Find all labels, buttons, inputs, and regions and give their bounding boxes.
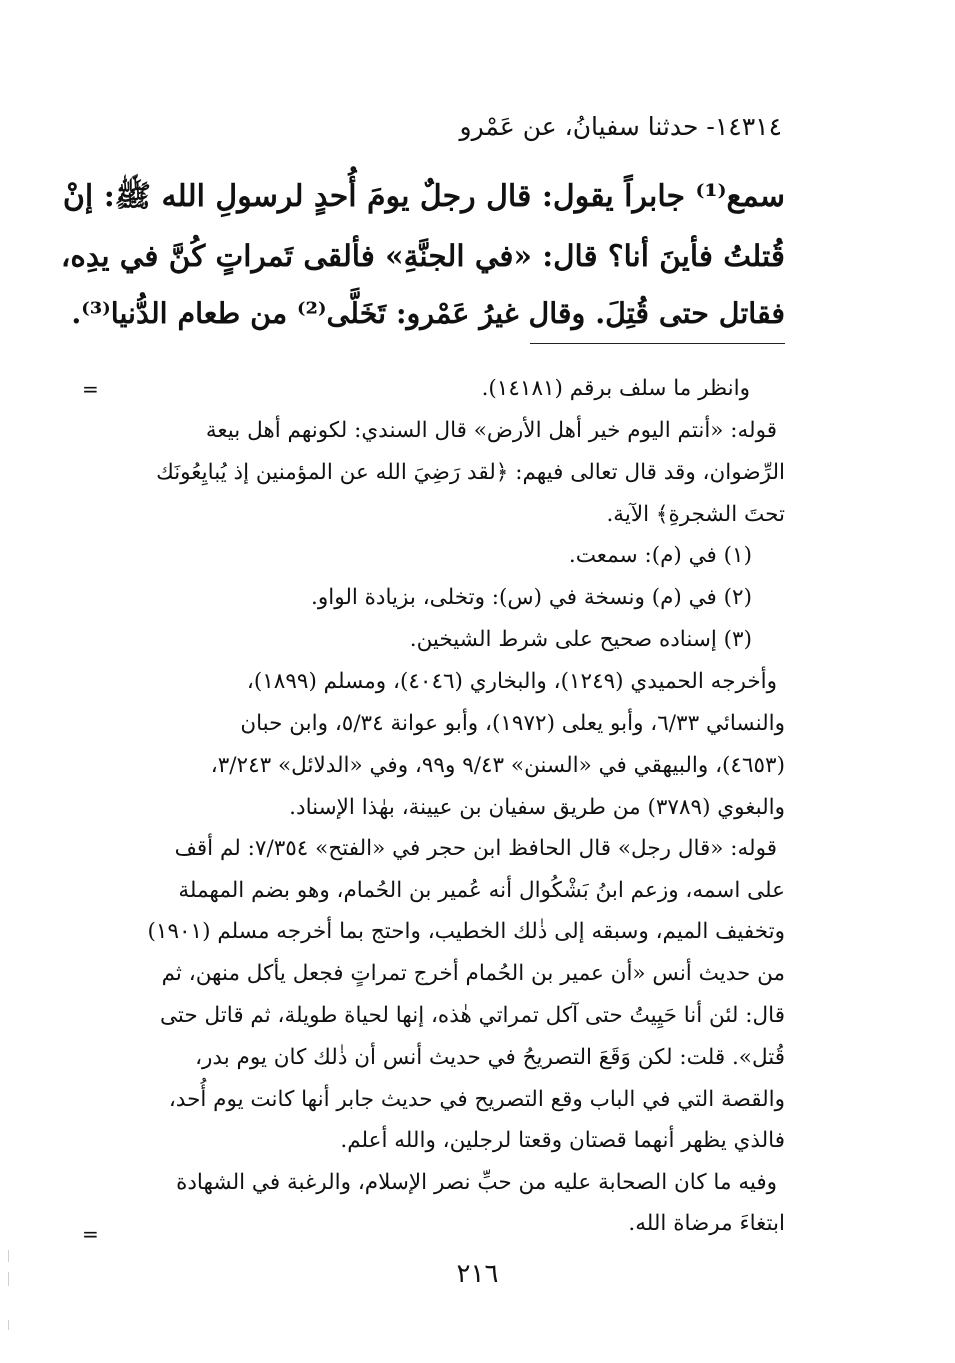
footnote-line: قوله: «أنتم اليوم خير أهل الأرض» قال السندي: لكونهم أهل بيعة	[205, 418, 777, 443]
main-text-line-2: قُتلتُ فأينَ أنا؟ قال: «في الجنَّةِ» فألقى تَمراتٍ كُنَّ في يدِه،	[60, 238, 785, 273]
footnote-separator	[530, 343, 785, 344]
footnote-line: الرِّضوان، وقد قال تعالى فيهم: ﴿لقد رَضِيَ الله عن المؤمنين إذ يُبايِعُونَك	[156, 460, 785, 485]
main-text-line-3: فقاتل حتى قُتِلَ. وقال غيرُ عَمْرو: تَخَلَّى⁽²⁾ من طعام الدُّنيا⁽³⁾.	[71, 296, 785, 330]
footnote-line: (٣) إسناده صحيح على شرط الشيخين.	[409, 627, 752, 652]
hadith-number-line: ١٤٣١٤- حدثنا سفيانُ، عن عَمْرو	[459, 112, 782, 141]
footnote-line: والبغوي (٣٧٨٩) من طريق سفيان بن عيينة، بهٰذا الإسناد.	[289, 795, 785, 820]
continuation-mark-top: =	[82, 377, 99, 401]
footnote-line: قال: لئن أنا حَيِيتُ حتى آكل تمراتي هٰذه، إنها لحياة طويلة، ثم قاتل حتى	[159, 1003, 785, 1028]
footnote-line: قوله: «قال رجل» قال الحافظ ابن حجر في «الفتح» ٧/٣٥٤: لم أقف	[174, 836, 777, 861]
scan-edge-mark	[8, 1250, 9, 1262]
footnote-line: وانظر ما سلف برقم (١٤١٨١).	[481, 376, 750, 401]
footnote-line: والقصة التي في الباب وقع التصريح في حديث جابر أنها كانت يوم أُحد،	[168, 1087, 785, 1112]
footnote-line: (١) في (م): سمعت.	[568, 543, 752, 568]
footnote-line: (٢) في (م) ونسخة في (س): وتخلى، بزيادة الواو.	[311, 585, 752, 610]
footnote-line: تحتَ الشجرةِ﴾ الآية.	[606, 502, 785, 527]
footnote-line: وأخرجه الحميدي (١٢٤٩)، والبخاري (٤٠٤٦)، ومسلم (١٨٩٩)،	[246, 669, 777, 694]
main-text-line-1: سمع⁽¹⁾ جابراً يقول: قال رجلٌ يومَ أُحدٍ لرسولِ الله ﷺ: إنْ	[62, 179, 785, 214]
scan-edge-mark	[8, 1272, 9, 1286]
footnote-line: وتخفيف الميم، وسبقه إلى ذٰلك الخطيب، واحتج بما أخرجه مسلم (١٩٠١)	[147, 919, 785, 944]
continuation-mark-bottom: =	[82, 1222, 99, 1246]
footnote-line: فالذي يظهر أنهما قصتان وقعتا لرجلين، والله أعلم.	[340, 1128, 785, 1153]
footnote-line: والنسائي ٦/٣٣، وأبو يعلى (١٩٧٢)، وأبو عوانة ٥/٣٤، وابن حبان	[240, 711, 785, 736]
footnote-line: وفيه ما كان الصحابة عليه من حبِّ نصر الإسلام، والرغبة في الشهادة	[176, 1170, 777, 1195]
footnote-line: على اسمه، وزعم ابنُ بَشْكُوال أنه عُمير بن الحُمام، وهو بضم المهملة	[178, 878, 785, 903]
footnote-line: من حديث أنس «أن عمير بن الحُمام أخرج تمراتٍ فجعل يأكل منهن، ثم	[161, 961, 785, 986]
scan-edge-mark	[8, 1320, 9, 1330]
page-number: ٢١٦	[456, 1259, 499, 1289]
footnote-line: ابتغاءَ مرضاة الله.	[628, 1211, 785, 1236]
footnote-line: (٤٦٥٣)، والبيهقي في «السنن» ٩/٤٣ و٩٩، وفي «الدلائل» ٣/٢٤٣،	[210, 753, 785, 778]
footnote-line: قُتل». قلت: لكن وَقَعَ التصريحُ في حديث أنس أن ذٰلك كان يوم بدر،	[195, 1045, 785, 1070]
